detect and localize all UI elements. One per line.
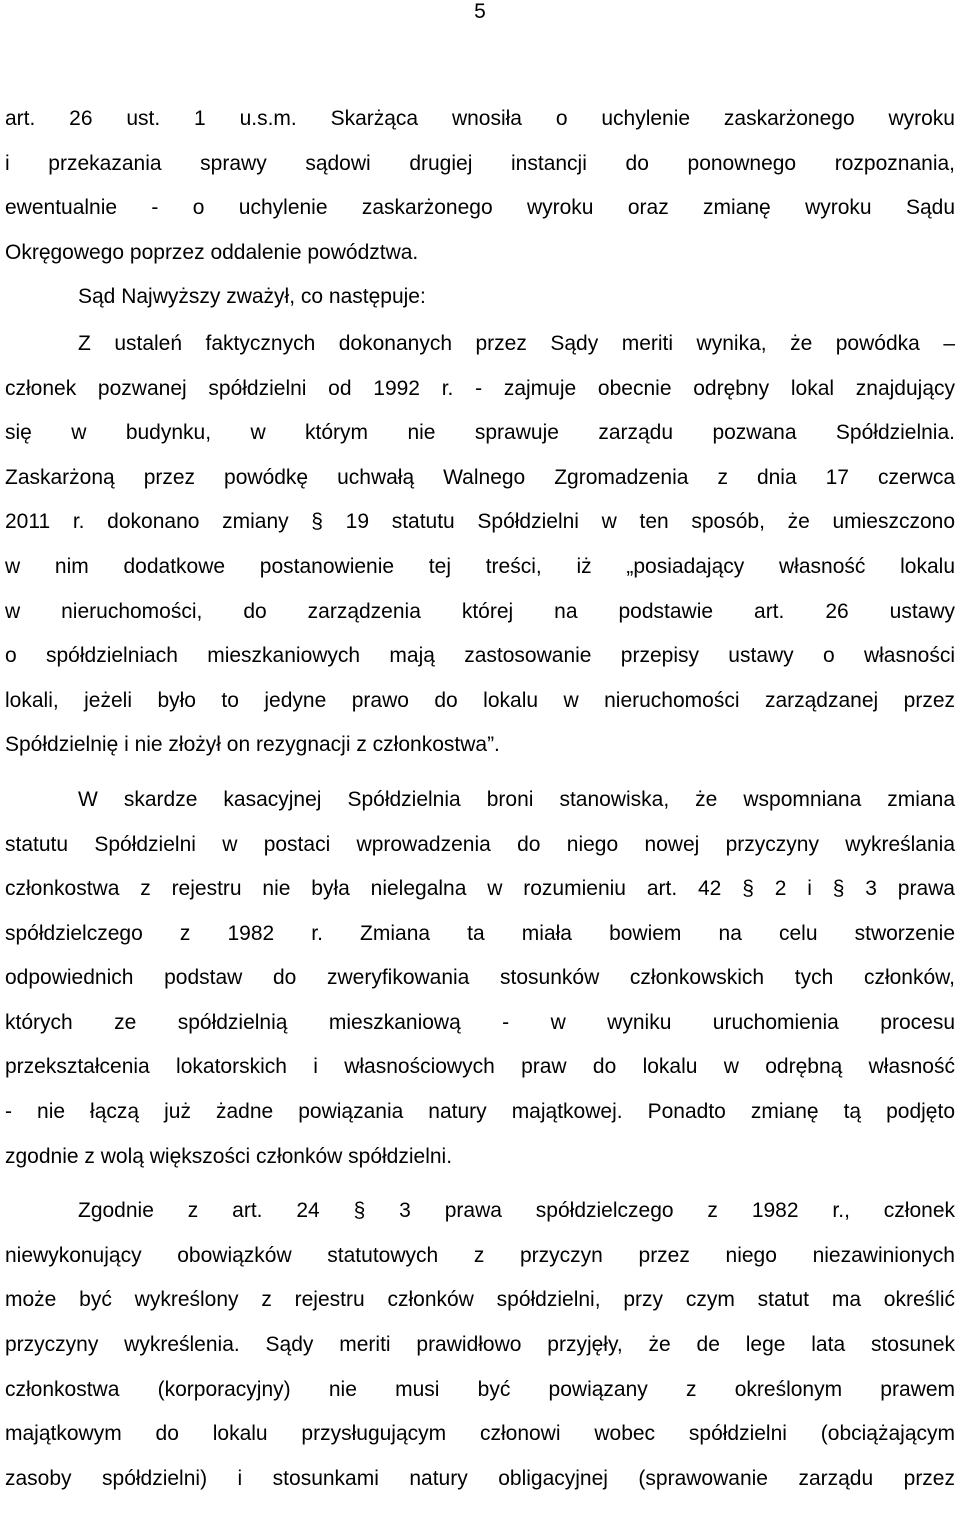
text-line: niewykonujący obowiązków statutowych z przyczyn przez niego niezawinionych <box>5 1243 955 1267</box>
text-line: statutu Spółdzielni w postaci wprowadzenia do niego nowej przyczyny wykreślania <box>5 832 955 856</box>
text-line: zasoby spółdzielni) i stosunkami natury obligacyjnej (sprawowanie zarządu przez <box>5 1466 955 1490</box>
paragraph-cassation <box>5 778 955 1179</box>
text-line: i przekazania sprawy sądowi drugiej instancji do ponownego rozpoznania, <box>5 151 955 175</box>
text-line: - nie łączą już żadne powiązania natury majątkowej. Ponadto zmianę tą podjęto <box>5 1100 955 1124</box>
document-body <box>5 97 955 1501</box>
text-line: odpowiednich podstaw do zweryfikowania stosunków członkowskich tych członków, <box>5 966 955 990</box>
text-line: zgodnie z wolą większości członków spółdzielni. <box>5 1144 453 1168</box>
text-line: może być wykreślony z rejestru członków spółdzielni, przy czym statut ma określić <box>5 1288 955 1312</box>
paragraph-court-considered <box>5 275 955 320</box>
text-line: członkostwa z rejestru nie była nielegalna w rozumieniu art. 42 § 2 i § 3 prawa <box>5 877 955 901</box>
text-line: Okręgowego poprzez oddalenie powództwa. <box>5 240 419 264</box>
text-line: przyczyny wykreślenia. Sądy meriti prawidłowo przyjęły, że de lege lata stosunek <box>5 1333 955 1357</box>
page-number: 5 <box>474 0 486 23</box>
text-line: Zgodnie z art. 24 § 3 prawa spółdzielczego z 1982 r., członek <box>78 1199 955 1223</box>
text-line: przekształcenia lokatorskich i własnościowych praw do lokalu w odrębną własność <box>5 1055 955 1079</box>
paragraph-art-24 <box>5 1189 955 1501</box>
text-line: lokali, jeżeli było to jedyne prawo do lokalu w nieruchomości zarządzanej przez <box>5 688 955 712</box>
text-line: o spółdzielniach mieszkaniowych mają zastosowanie przepisy ustawy o własności <box>5 644 955 668</box>
text-line: członek pozwanej spółdzielni od 1992 r. - zajmuje obecnie odrębny lokal znajdujący <box>5 376 955 400</box>
text-line: 2011 r. dokonano zmiany § 19 statutu Spółdzielni w ten sposób, że umieszczono <box>5 510 955 534</box>
text-line: majątkowym do lokalu przysługującym członowi wobec spółdzielni (obciążającym <box>5 1422 955 1446</box>
text-line: których ze spółdzielnią mieszkaniową - w wyniku uruchomienia procesu <box>5 1010 955 1034</box>
text-line: Spółdzielnię i nie złożył on rezygnacji z członkostwa”. <box>5 733 500 757</box>
text-line: w nim dodatkowe postanowienie tej treści, iż „posiadający własność lokalu <box>5 554 955 578</box>
paragraph-appeal <box>5 97 955 275</box>
paragraph-facts <box>5 322 955 768</box>
text-line: art. 26 ust. 1 u.s.m. Skarżąca wnosiła o uchylenie zaskarżonego wyroku <box>5 107 955 130</box>
text-line: Zaskarżoną przez powódkę uchwałą Walnego Zgromadzenia z dnia 17 czerwca <box>5 465 955 489</box>
text-line: Z ustaleń faktycznych dokonanych przez Sądy meriti wynika, że powódka – <box>78 331 955 355</box>
text-line: Sąd Najwyższy zważył, co następuje: <box>78 285 426 309</box>
text-line: ewentualnie - o uchylenie zaskarżonego wyroku oraz zmianę wyroku Sądu <box>5 196 955 220</box>
text-line: spółdzielczego z 1982 r. Zmiana ta miała bowiem na celu stworzenie <box>5 921 955 945</box>
text-line: członkostwa (korporacyjny) nie musi być powiązany z określonym prawem <box>5 1377 955 1401</box>
text-line: W skardze kasacyjnej Spółdzielnia broni stanowiska, że wspomniana zmiana <box>78 787 955 811</box>
text-line: się w budynku, w którym nie sprawuje zarządu pozwana Spółdzielnia. <box>5 421 955 445</box>
text-line: w nieruchomości, do zarządzenia której na podstawie art. 26 ustawy <box>5 599 955 623</box>
